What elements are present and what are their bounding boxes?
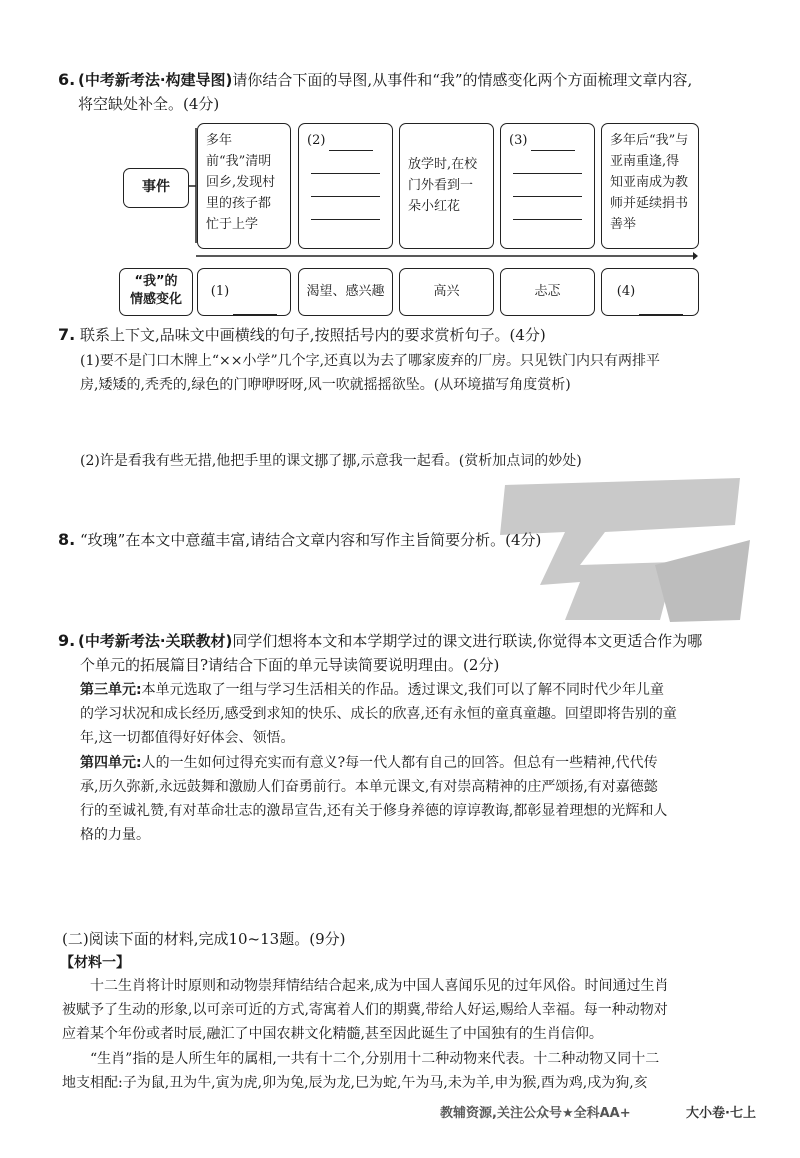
emotion-row-label [119,268,193,316]
answer-blank[interactable] [513,182,582,197]
event-4-label: (3) [509,133,528,148]
unit3-text: 本单元选取了一组与学习生活相关的作品。透过课文,我们可以了解不同时代少年儿童 [141,682,665,698]
event-2-label: (2) [307,133,326,148]
unit3-label: 第三单元: [80,682,142,698]
emotion-row-label-2: 情感变化 [129,292,182,307]
answer-blank[interactable] [311,159,380,174]
event-box-2 [298,123,393,249]
q9-text-line1: 同学们想将本文和本学期学过的课文进行联读,你觉得本文更适合作为哪 [232,632,703,650]
unit4-line4: 格的力量。 [80,827,150,843]
event-box-4 [500,123,595,249]
q8-number: 8. [58,530,76,549]
q7-s1-line2: 房,矮矮的,秃秃的,绿色的门咿咿呀呀,风一吹就摇摇欲坠。(从环境描写角度赏析) [80,377,571,393]
material-p2-line1: “生肖”指的是人所生年的属相,一共有十二个,分别用十二种动物来代表。十二种动物又同十二 [90,1051,660,1067]
q7-dotted-word: 挪 [314,453,329,469]
q6-text-line2: 将空缺处补全。(4分) [78,95,220,113]
unit3-line1 [80,679,664,702]
q7-number: 7. [58,325,76,344]
q9-prompt [78,630,702,652]
unit4-line2: 承,历久弥新,永远鼓舞和激励人们奋勇前行。本单元课文,有对崇高精神的庄严颂扬,有对嘉德懿 [80,779,658,795]
q8-prompt: “玫瑰”在本文中意蕴丰富,请结合文章内容和写作主旨简要分析。(4分) [80,531,542,549]
emotion-1-label: (1) [210,284,230,299]
emotion-box-5 [601,268,699,316]
material-p2-line2: 地支相配:子为鼠,丑为牛,寅为虎,卯为兔,辰为龙,巳为蛇,午为马,未为羊,申为猴,酉为鸡,戌为狗,亥 [62,1075,648,1091]
q7-s2 [80,450,582,473]
event-box-5: 多年后“我”与亚南重逢,得知亚南成为教师并延续捐书善举 [601,123,699,249]
unit3-line3: 年,这一切都值得好好体会、领悟。 [80,730,295,746]
page-label: 大小卷·七上 [686,1106,756,1121]
material-p1-line1: 十二生肖将计时原则和动物崇拜情结结合起来,成为中国人喜闻乐见的过年风俗。时间通过生肖 [90,978,669,994]
emotion-box-1 [197,268,291,316]
unit4-line1 [80,752,658,775]
answer-blank[interactable] [233,300,277,315]
q6-tag: (中考新考法·构建导图) [78,71,233,89]
q7-dotted-word: 挪 [342,453,357,469]
q7-prompt: 联系上下文,品味文中画横线的句子,按照括号内的要求赏析句子。(4分) [80,326,546,344]
emotion-box-4: 忐忑 [500,268,595,316]
event-box-3: 放学时,在校门外看到一朵小红花 [399,123,494,249]
section2-heading: (二)阅读下面的材料,完成10~13题。(9分) [62,930,346,948]
unit4-text: 人的一生如何过得充实而有意义?每一代人都有自己的回答。但总有一些精神,代代传 [141,755,658,771]
event-box-1: 多年前“我”清明回乡,发现村里的孩子都忙于上学 [197,123,291,249]
q7-s2-mid: 了 [328,453,343,469]
q7-s2-pre: (2)许是看我有些无措,他把手里的课文 [80,453,315,469]
unit3-line2: 的学习状况和成长经历,感受到求知的快乐、成长的欣喜,还有永恒的童真童趣。回望即将告别的童 [80,706,677,722]
material-p1-line3: 应着某个年份或者时辰,融汇了中国农耕文化精髓,甚至因此诞生了中国独有的生肖信仰。 [62,1026,603,1042]
q9-text-line2: 个单元的拓展篇目?请结合下面的单元导读简要说明理由。(2分) [80,656,500,674]
unit4-line3: 行的至诚礼赞,有对革命壮志的激昂宣告,还有关于修身养德的谆谆教诲,都彰显着理想的光辉和人 [80,803,668,819]
q9-tag: (中考新考法·关联教材) [78,632,233,650]
unit4-label: 第四单元: [80,755,142,771]
emotion-5-label: (4) [616,284,636,299]
q6-number: 6. [58,70,76,89]
material-p1-line2: 被赋予了生动的形象,以可亲可近的方式,寄寓着人们的期冀,带给人好运,赐给人幸福。每一种动物对 [62,1002,668,1018]
answer-blank[interactable] [329,136,373,151]
event-row-label: 事件 [123,168,189,208]
q7-s1-line1: (1)要不是门口木牌上“××小学”几个字,还真以为去了哪家废弃的厂房。只见铁门内只有两排平 [80,353,661,369]
answer-blank[interactable] [531,136,575,151]
answer-blank[interactable] [513,205,582,220]
emotion-box-2: 渴望、感兴趣 [298,268,393,316]
answer-blank[interactable] [311,182,380,197]
emotion-box-3: 高兴 [399,268,494,316]
answer-blank[interactable] [513,159,582,174]
answer-blank[interactable] [639,300,683,315]
emotion-row-label-1: “我”的 [134,274,178,289]
q6-text-line1: 请你结合下面的导图,从事件和“我”的情感变化两个方面梳理文章内容, [232,71,693,89]
q6-prompt [78,69,758,91]
material-label: 【材料一】 [60,955,130,971]
q9-number: 9. [58,631,76,650]
q7-s2-post: ,示意我一起看。(赏析加点词的妙处) [356,453,582,469]
footer-ad: 教辅资源,关注公众号★全科AA+ [440,1106,631,1121]
answer-blank[interactable] [311,205,380,220]
